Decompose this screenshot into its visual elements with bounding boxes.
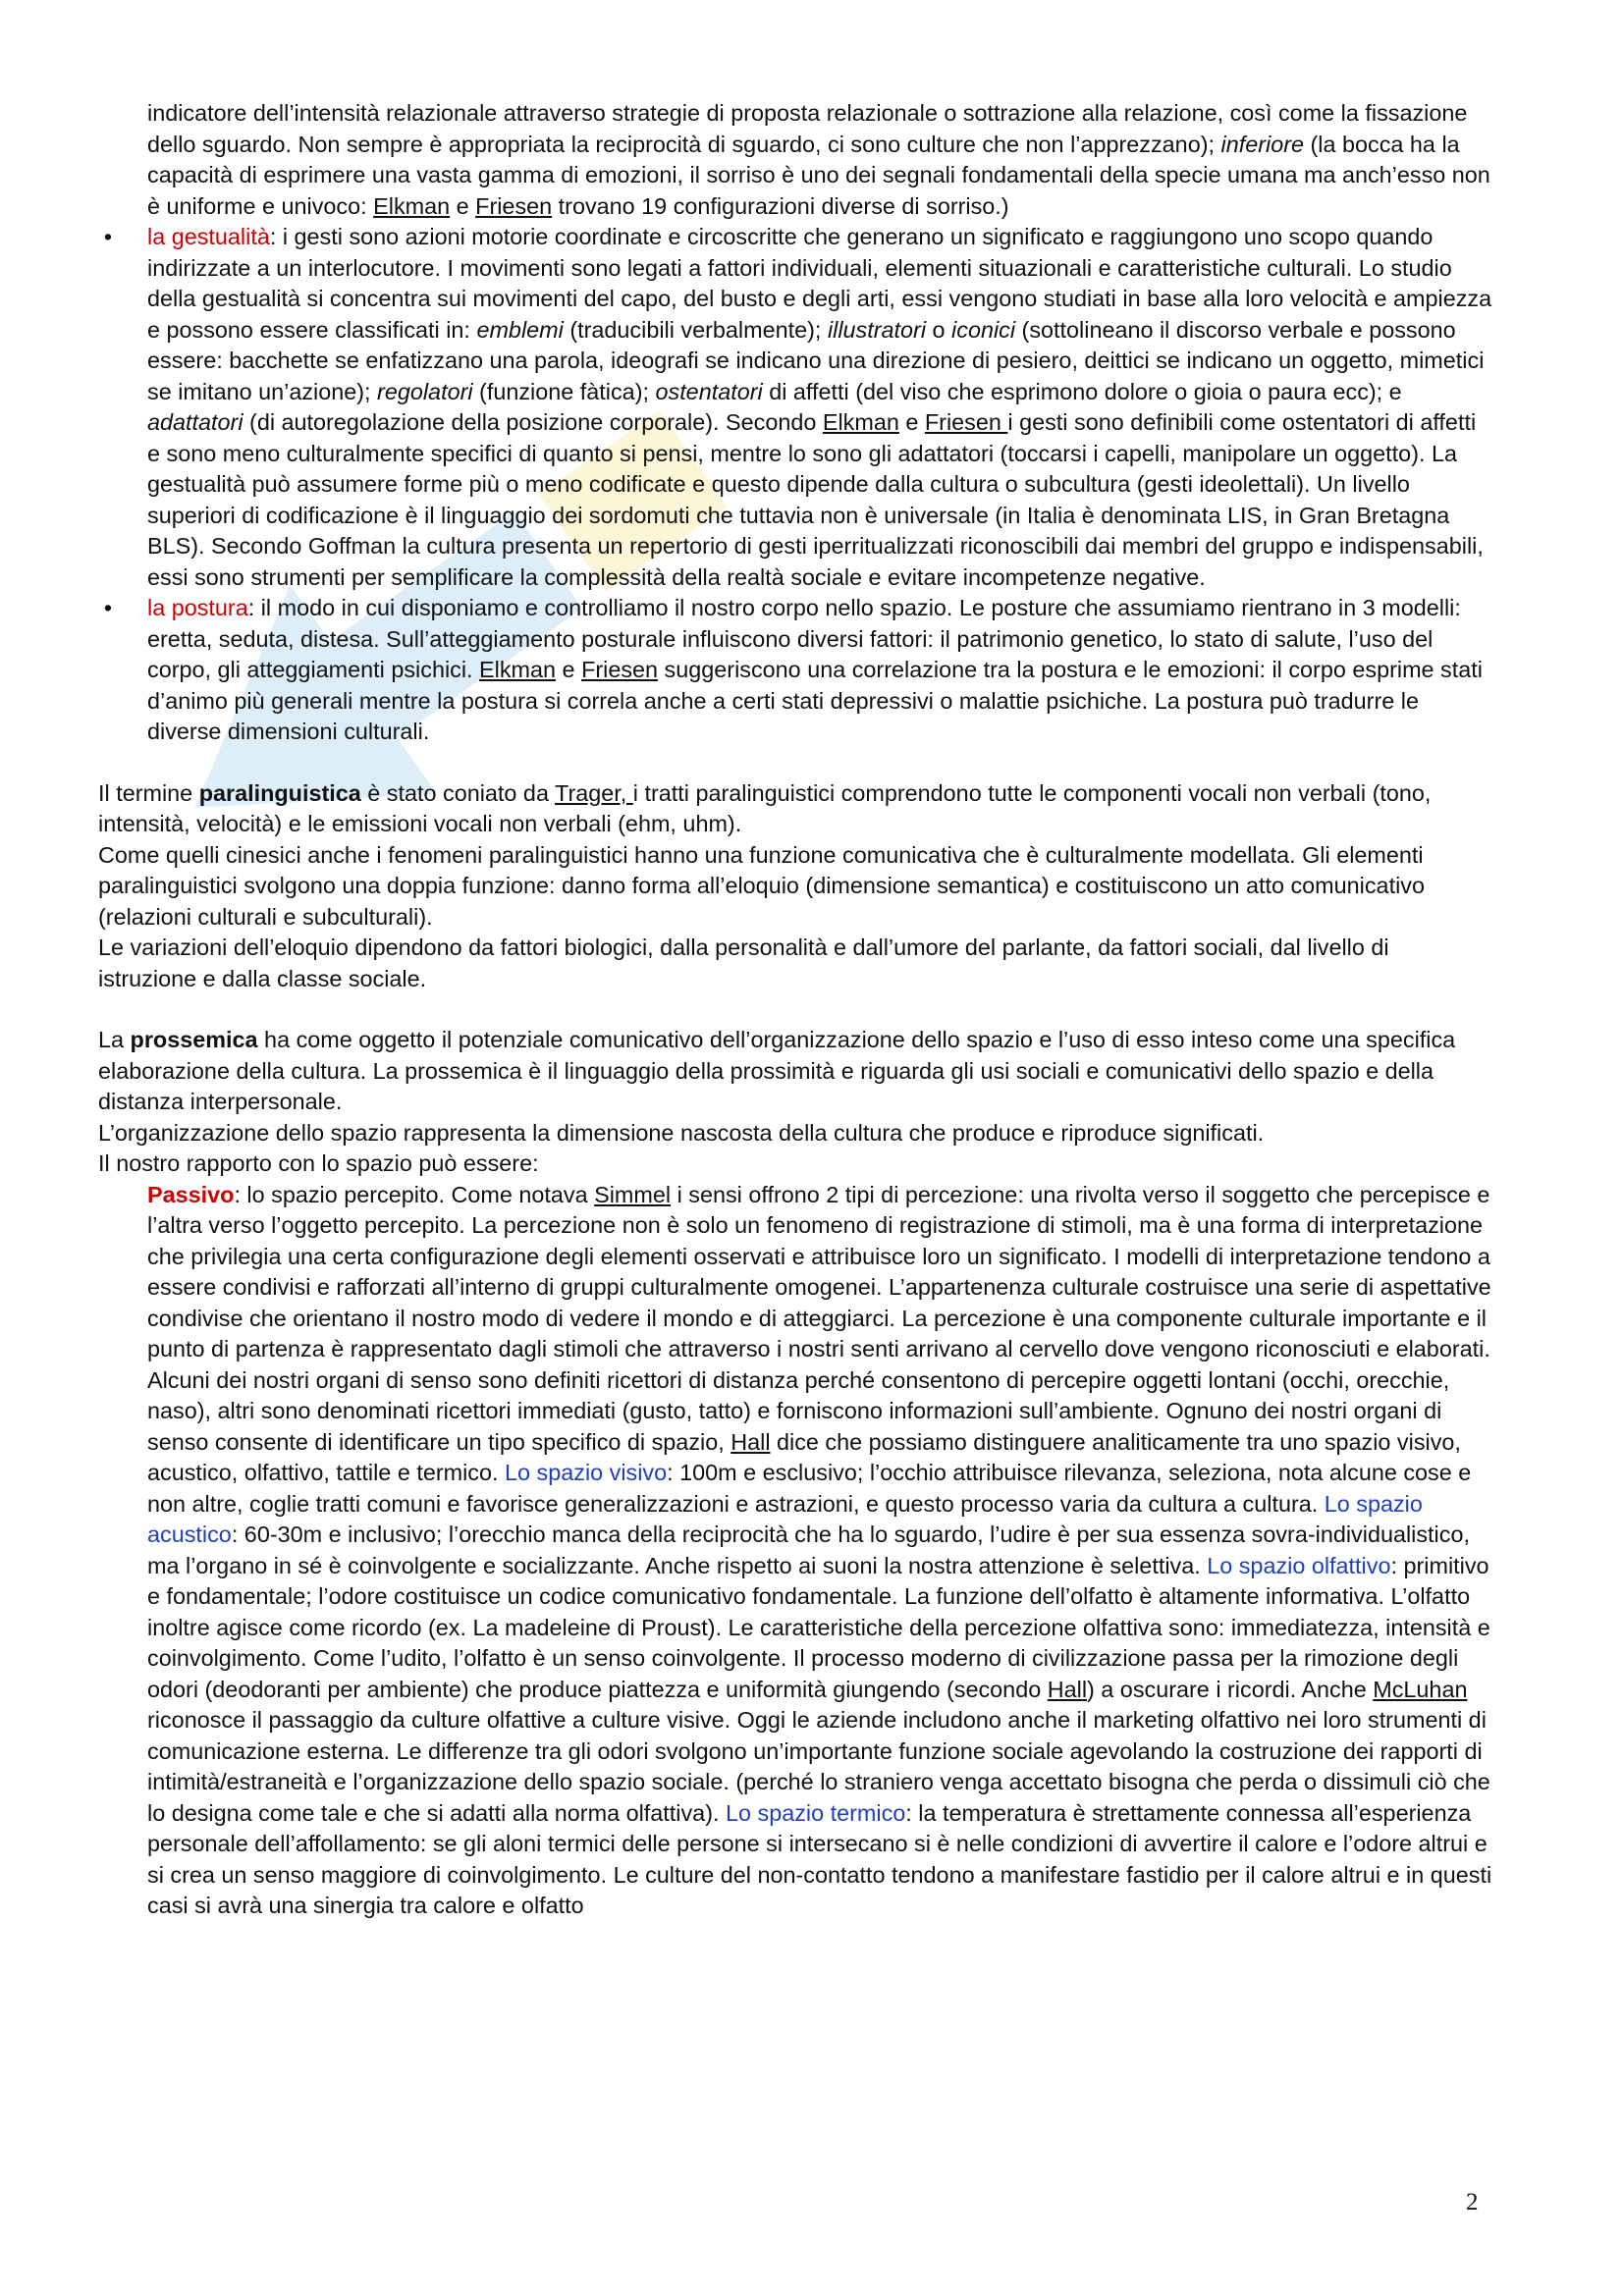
- text: i gesti sono definibili come ostentatori di affetti e sono meno culturalmente specifici di quanto si pensi, mentre lo sono gli adattatori (toccarsi i capelli, manipolare un oggetto). La gestualità può assumere forme più o meno codificate e questo dipende dalla cultura o subcultura (gesti ideolettali). Un livello superiori di codificazione è il linguaggio dei sordomuti che tuttavia non è universale (in Italia è denominata LIS, in Gran Bretagna BLS). Secondo Goffman la cultura presenta un repertorio di gesti iperritualizzati riconoscibili dai membri del gruppo e indispensabili, essi sono strumenti per semplificare la complessità della realtà sociale e evitare incompetenze negative.: [147, 409, 1484, 590]
- paragraph-organizzazione: L’organizzazione dello spazio rappresenta la dimensione nascosta della cultura che produce e riproduce significati.: [98, 1119, 1265, 1146]
- text: e: [450, 192, 476, 219]
- author-friesen: Friesen: [475, 192, 553, 219]
- text: : 60-30m e inclusivo; l’orecchio manca della reciprocità che ha lo sguardo, l’udire è per sua essenza sovra-individualistico, ma l’organo in sé è coinvolgente e socializzante. Anche rispetto ai suoni la nostra attenzione è selettiva.: [147, 1522, 1470, 1578]
- term-regolatori: regolatori: [377, 378, 473, 404]
- text: : i gesti sono azioni motorie coordinate e circoscritte che generano un significato e raggiungono uno scopo quando indirizzate a un interlocutore. I movimenti sono legati a fattori individuali, elementi situazionali e caratteristiche culturali. Lo studio della gestualità si concentra sui movimenti del capo, del busto e degli arti, essi vengono studiati in base alla loro velocità e ampiezza e possono essere classificati in:: [147, 224, 1492, 343]
- page-number: 2: [1466, 2189, 1479, 2216]
- list-item-gestualita: [98, 222, 1492, 593]
- text: (traducibili verbalmente);: [563, 316, 828, 343]
- paragraph-eloquio: Le variazioni dell’eloquio dipendono da fattori biologici, dalla personalità e dall’umore del parlante, da fattori sociali, dal livello di istruzione e dalla classe sociale.: [98, 934, 1389, 991]
- text: riconosce il passaggio da culture olfattive a culture visive. Oggi le aziende includono anche il marketing olfattivo nei loro strumenti di comunicazione esterna. Le differenze tra gli odori svolgono un’importante funzione sociale agevolando la costruzione dei rapporti di intimità/estraneità e l’organizzazione dello spazio sociale. (perché lo straniero venga accettato bisogna che perda o dissimuli ciò che lo designa come tale e che si adatti alla norma olfattiva).: [147, 1707, 1490, 1826]
- text: (funzione fàtica);: [472, 378, 656, 404]
- text: : la temperatura è strettamente connessa all’esperienza personale dell’affollamento: se gli aloni termici delle persone si intersecano si è nelle condizioni di avvertire il calore e l’odore altrui e si crea un senso maggiore di coinvolgimento. Le culture del non-contatto tendono a manifestare fastidio per il calore altrui e in questi casi si avrà una sinergia tra calore e olfatto: [147, 1799, 1492, 1918]
- author-hall: Hall: [730, 1428, 771, 1455]
- text: Il termine: [98, 779, 199, 806]
- label-spazio-acustico: Lo spazio acustico: [147, 1490, 1423, 1547]
- term-iconici: iconici: [951, 316, 1016, 343]
- text: e: [898, 409, 925, 435]
- label-postura: la postura: [147, 595, 248, 620]
- author-elkman: Elkman: [479, 657, 557, 682]
- paragraph-rapporto: Il nostro rapporto con lo spazio può essere:: [98, 1150, 539, 1176]
- text: (la bocca ha la capacità di esprimere una vasta gamma di emozioni, il sorriso è uno dei segnali fondamentali della specie umana ma anch’esso non è uniforme e univoco:: [147, 131, 1490, 219]
- text: e: [556, 657, 582, 682]
- term-adattatori: adattatori: [147, 409, 243, 435]
- label-spazio-olfattivo: Lo spazio olfattivo: [1207, 1552, 1391, 1578]
- paragraph-passivo: [98, 1180, 1492, 1922]
- bullet-icon: •: [103, 224, 113, 249]
- text: trovano 19 configurazioni diverse di sorriso.): [552, 192, 1009, 219]
- list-item-postura: [98, 593, 1492, 748]
- term-inferiore: inferiore: [1220, 131, 1305, 157]
- text: dice che possiamo distinguere analiticamente tra uno spazio visivo, acustico, olfattivo, tattile e termico.: [147, 1428, 1461, 1485]
- bullet-icon: •: [103, 595, 113, 620]
- text: è stato coniato da: [360, 779, 556, 806]
- text: indicatore dell’intensità relazionale attraverso strategie di proposta relazionale o sottrazione alla relazione, così come la fissazione dello sguardo. Non sempre è appropriata la reciprocità di sguardo, ci sono culture che non l’apprezzano);: [147, 100, 1468, 157]
- text: i sensi offrono 2 tipi di percezione: una rivolta verso il soggetto che percepisce e l’altra verso l’oggetto percepito. La percezione non è solo un fenomeno di registrazione di stimoli, ma è una forma di interpretazione che privilegia una certa configurazione degli elementi osservati e attribuisce loro un significato. I modelli di interpretazione tendono a essere condivisi e rafforzati all’interno di gruppi culturalmente omogenei. L’appartenenza culturale costruisce una serie di aspettative condivise che orientano il nostro modo di vedere il mondo e di atteggiarci. La percezione è una componente culturale importante e il punto di partenza è rappresentato dagli stimoli che attraverso i nostri senti arrivano al cervello dove vengono riconosciuti e elaborati. Alcuni dei nostri organi di senso sono definiti ricettori di distanza perché consentono di percepire oggetti lontani (occhi, orecchie, naso), altri sono denominati ricettori immediati (gusto, tatto) e forniscono informazioni sull’ambiente. Ognuno dei nostri organi di senso consente di identificare un tipo specifico di spazio,: [147, 1181, 1491, 1455]
- text: La: [98, 1027, 131, 1052]
- document-page: [98, 98, 1492, 1922]
- term-ostentatori: ostentatori: [655, 378, 763, 404]
- text: (sottolineano il discorso verbale e possono essere: bacchette se enfatizzano una parola, ideografi se indicano una direzione di pesiero, deittici se indicano un oggetto, mimetici se imitano un’azione);: [147, 316, 1485, 404]
- text: ) a oscurare i ricordi. Anche: [1087, 1676, 1374, 1702]
- text: i tratti paralinguistici comprendono tutte le componenti vocali non verbali (tono, intensità, velocità) e le emissioni vocali non verbali (ehm, uhm).: [98, 779, 1432, 836]
- term-prossemica: prossemica: [130, 1027, 258, 1052]
- term-illustratori: illustratori: [827, 316, 927, 343]
- author-elkman: Elkman: [373, 192, 451, 219]
- label-passivo: Passivo: [147, 1181, 235, 1207]
- author-trager: Trager,: [555, 779, 633, 806]
- text: ha come oggetto il potenziale comunicativo dell’organizzazione dello spazio e l’uso di esso inteso come una specifica elaborazione della cultura. La prossemica è il linguaggio della prossimità e riguarda gli usi sociali e comunicativi dello spazio e della distanza interpersonale.: [98, 1027, 1456, 1114]
- text: di affetti (del viso che esprimono dolore o gioia o paura ecc); e: [762, 378, 1402, 404]
- paragraph-paralinguistica: [98, 778, 1492, 840]
- author-hall: Hall: [1047, 1676, 1088, 1702]
- term-emblemi: emblemi: [476, 316, 564, 343]
- label-spazio-visivo: Lo spazio visivo: [505, 1460, 668, 1485]
- text: (di autoregolazione della posizione corporale). Secondo: [243, 409, 823, 435]
- text: : 100m e esclusivo; l’occhio attribuisce rilevanza, seleziona, nota alcune cose e non altre, coglie tratti comuni e favorisce generalizzazioni e astrazioni, e questo processo varia da cultura a cultura.: [147, 1460, 1472, 1517]
- label-gestualita: la gestualità: [147, 224, 270, 249]
- text: : primitivo e fondamentale; l’odore costituisce un codice comunicativo fondamentale. La funzione dell’olfatto è altamente informativa. L’olfatto inoltre agisce come ricordo (ex. La madeleine di Proust). Le caratteristiche della percezione olfattiva sono: immediatezza, intensità e coinvolgimento. Come l’udito, l’olfatto è un senso coinvolgente. Il processo moderno di civilizzazione passa per la rimozione degli odori (deodoranti per ambiente) che produce piattezza e uniformità giungendo (secondo: [147, 1552, 1490, 1702]
- label-spazio-termico: Lo spazio termico: [725, 1799, 906, 1826]
- text: suggeriscono una correlazione tra la postura e le emozioni: il corpo esprime stati d’animo più generali mentre la postura si correla anche a certi stati depressivi o malattie psichiche. La postura può tradurre le diverse dimensioni culturali.: [147, 657, 1483, 744]
- author-friesen: Friesen: [924, 409, 1008, 435]
- text: : lo spazio percepito. Come notava: [234, 1181, 595, 1207]
- paragraph-prossemica: [98, 1025, 1492, 1118]
- author-simmel: Simmel: [594, 1181, 672, 1207]
- paragraph-sguardo: [98, 98, 1492, 222]
- text: : il modo in cui disponiamo e controlliamo il nostro corpo nello spazio. Le posture che assumiamo rientrano in 3 modelli: eretta, seduta, distesa. Sull’atteggiamento posturale influiscono diversi fattori: il patrimonio genetico, lo stato di salute, l’uso del corpo, gli atteggiamenti psichici.: [147, 595, 1461, 682]
- paragraph-cinesici: Come quelli cinesici anche i fenomeni paralinguistici hanno una funzione comunicativa che è culturalmente modellata. Gli elementi paralinguistici svolgono una doppia funzione: danno forma all’eloquio (dimensione semantica) e costituiscono un atto comunicativo (relazioni culturali e subculturali).: [98, 841, 1425, 930]
- author-friesen: Friesen: [581, 657, 659, 682]
- term-paralinguistica: paralinguistica: [198, 779, 361, 806]
- text: o: [926, 316, 952, 343]
- author-mcluhan: McLuhan: [1373, 1676, 1468, 1702]
- author-elkman: Elkman: [822, 409, 899, 435]
